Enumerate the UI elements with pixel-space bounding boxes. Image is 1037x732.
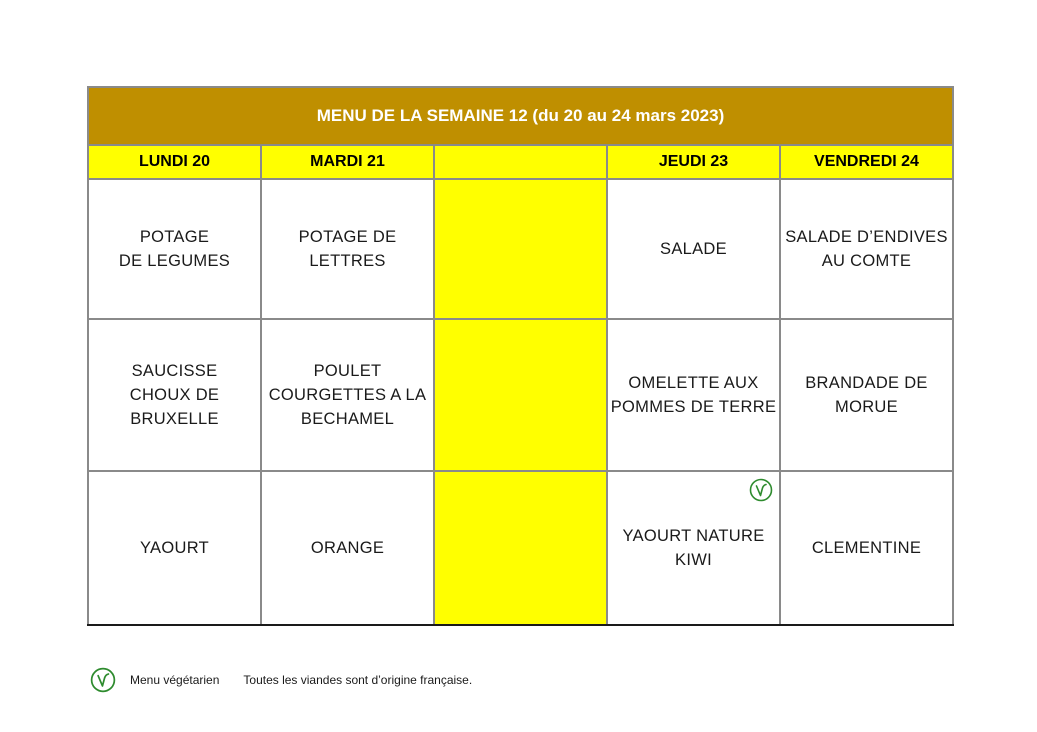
dessert-friday: CLEMENTINE [780,471,953,625]
weekly-menu-table [87,86,954,626]
starter-monday: POTAGE DE LEGUMES [88,179,261,319]
main-monday: SAUCISSE CHOUX DE BRUXELLE [88,319,261,471]
day-header-tuesday: MARDI 21 [261,145,434,179]
legend [90,666,472,694]
day-header-monday: LUNDI 20 [88,145,261,179]
starter-tuesday: POTAGE DE LETTRES [261,179,434,319]
meat-origin-note: Toutes les viandes sont d’origine française. [243,673,473,687]
menu-title: MENU DE LA SEMAINE 12 (du 20 au 24 mars 2023) [88,87,953,145]
day-header-wednesday [434,145,607,179]
day-header-friday: VENDREDI 24 [780,145,953,179]
main-wednesday [434,319,607,471]
dessert-tuesday: ORANGE [261,471,434,625]
dessert-monday: YAOURT [88,471,261,625]
vegetarian-icon [749,478,773,502]
dessert-wednesday [434,471,607,625]
vegetarian-legend-icon [90,667,116,693]
dessert-thursday: YAOURT NATURE KIWI [622,527,765,569]
dessert-thursday-cell [607,471,780,625]
starter-thursday: SALADE [607,179,780,319]
starter-wednesday [434,179,607,319]
main-friday: BRANDADE DE MORUE [780,319,953,471]
main-tuesday: POULET COURGETTES A LA BECHAMEL [261,319,434,471]
main-thursday: OMELETTE AUX POMMES DE TERRE [607,319,780,471]
day-header-thursday: JEUDI 23 [607,145,780,179]
vegetarian-legend-label: Menu végétarien [130,673,220,687]
starter-friday: SALADE D’ENDIVES AU COMTE [780,179,953,319]
